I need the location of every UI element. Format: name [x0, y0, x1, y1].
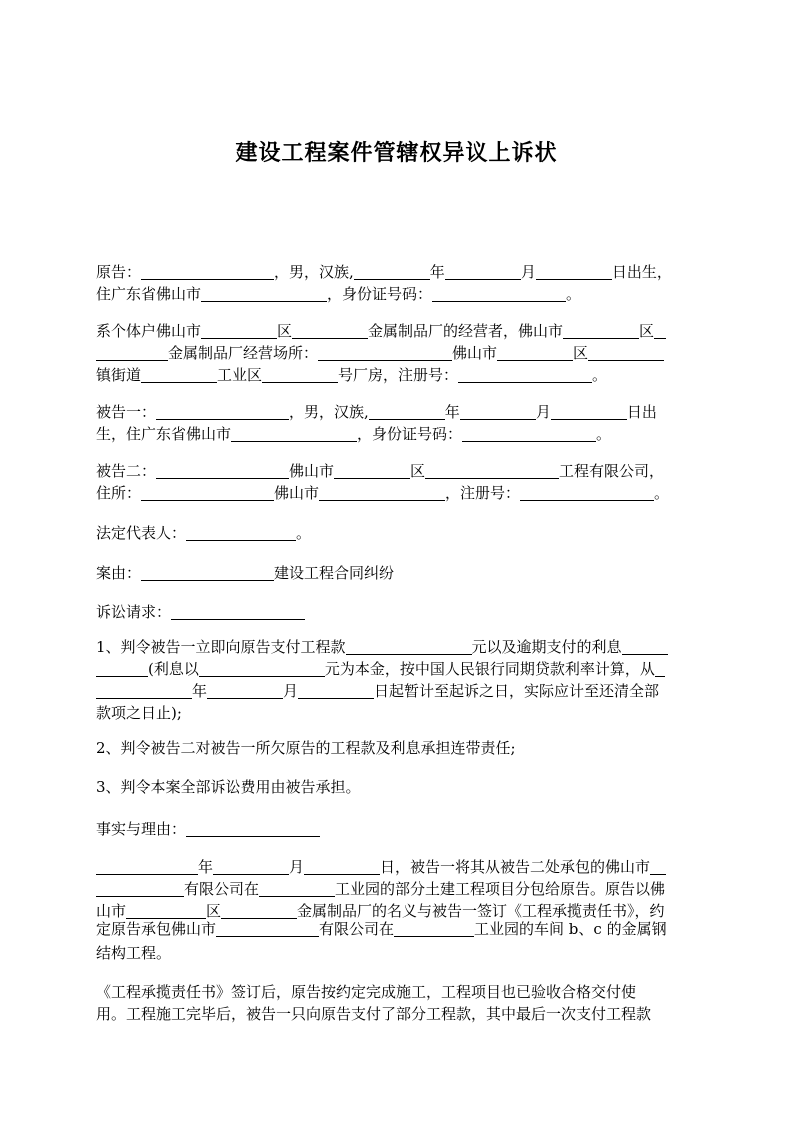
blank[interactable]: [156, 402, 289, 420]
plaintiff-line-2: 住广东省佛山市 ，身份证号码： 。: [96, 285, 582, 303]
defendant1-line-2: 生，住广东省佛山市 ，身份证号码： 。: [96, 425, 612, 443]
blank[interactable]: [156, 461, 289, 479]
blank[interactable]: [96, 659, 148, 677]
blank[interactable]: [231, 424, 357, 442]
blank[interactable]: [141, 563, 274, 581]
blank[interactable]: [199, 659, 325, 677]
defendant1-line-1: 被告一： ，男，汉族, 年 月 日出: [96, 403, 657, 421]
facts1-line-2: 有限公司在 工业园的部分土建工程项目分包给原告。原告以佛: [96, 878, 696, 900]
blank[interactable]: [563, 321, 639, 339]
blank[interactable]: [221, 901, 297, 919]
blank[interactable]: [262, 365, 338, 383]
blank[interactable]: [259, 879, 335, 897]
claim1-line-2: (利息以 元为本金，按中国人民银行同期贷款利率计算，从: [96, 658, 696, 680]
blank-birth-year[interactable]: [354, 262, 430, 280]
claim1-line-3: 年 月 日起暂计至起诉之日，实际应计至还清全部: [96, 680, 696, 702]
legal-rep-line: 法定代表人： 。: [96, 524, 312, 542]
blank[interactable]: [292, 321, 368, 339]
blank[interactable]: [460, 402, 536, 420]
blank[interactable]: [207, 681, 283, 699]
business-line-3: 镇街道 工业区 号厂房，注册号： 。: [96, 366, 608, 384]
blank[interactable]: [298, 681, 374, 699]
blank[interactable]: [213, 857, 289, 875]
blank-name[interactable]: [141, 262, 274, 280]
blank[interactable]: [425, 461, 559, 479]
defendant2-line-1: 被告二： 佛山市 区 工程有限公司，: [96, 462, 665, 480]
facts2-line-1: 《工程承揽责任书》签订后，原告按约定完成施工，工程项目也已验收合格交付使: [96, 983, 637, 1001]
blank[interactable]: [318, 343, 452, 361]
blank[interactable]: [186, 819, 320, 837]
blank[interactable]: [141, 483, 274, 501]
plaintiff-line-1: 原告： ，男，汉族, 年 月 日出生，: [96, 263, 672, 281]
blank-id-number[interactable]: [432, 284, 566, 302]
blank[interactable]: [216, 919, 319, 937]
claims-label-line: 诉讼请求：: [96, 601, 696, 623]
blank[interactable]: [96, 857, 198, 875]
facts1-line-5: 结构工程。: [96, 944, 172, 962]
blank[interactable]: [141, 365, 217, 383]
blank[interactable]: [96, 343, 168, 361]
facts1-line-4: 定原告承包佛山市 有限公司在 工业园的车间 b、c 的金属钢: [96, 920, 667, 938]
business-line-2: 金属制品厂经营场所： 佛山市 区: [96, 342, 696, 364]
facts1-line-1: 年 月 日，被告一将其从被告二处承包的佛山市: [96, 856, 696, 878]
blank[interactable]: [319, 483, 445, 501]
document-title: 建设工程案件管辖权异议上诉状: [235, 141, 558, 166]
blank[interactable]: [622, 637, 668, 655]
blank-birth-day[interactable]: [536, 262, 612, 280]
blank[interactable]: [394, 919, 474, 937]
blank[interactable]: [462, 424, 596, 442]
blank[interactable]: [654, 321, 666, 339]
blank[interactable]: [588, 343, 664, 361]
blank[interactable]: [346, 637, 472, 655]
blank[interactable]: [201, 321, 277, 339]
blank[interactable]: [186, 523, 296, 541]
blank[interactable]: [334, 461, 410, 479]
blank[interactable]: [171, 602, 305, 620]
blank[interactable]: [126, 901, 206, 919]
blank-registration[interactable]: [458, 365, 592, 383]
claim3-line: 3、判令本案全部诉讼费用由被告承担。: [96, 778, 361, 796]
claim1-line-1: 1、判令被告一立即向原告支付工程款 元以及逾期支付的利息: [96, 636, 696, 658]
blank-birth-month[interactable]: [445, 262, 521, 280]
claim1-line-4: 款项之日止);: [96, 704, 182, 722]
blank[interactable]: [96, 879, 184, 897]
blank[interactable]: [96, 681, 192, 699]
cause-line: 案由： 建设工程合同纠纷: [96, 564, 395, 582]
blank[interactable]: [497, 343, 573, 361]
facts-label-line: 事实与理由：: [96, 818, 696, 840]
blank[interactable]: [304, 857, 380, 875]
blank[interactable]: [551, 402, 627, 420]
facts2-line-2: 用。工程施工完毕后，被告一只向原告支付了部分工程款，其中最后一次支付工程款: [96, 1005, 652, 1023]
blank[interactable]: [650, 857, 666, 875]
blank[interactable]: [520, 483, 654, 501]
blank-address[interactable]: [201, 284, 327, 302]
defendant2-line-2: 住所： 佛山市 ，注册号： 。: [96, 484, 670, 502]
blank[interactable]: [655, 659, 665, 677]
plaintiff-label: 原告：: [96, 263, 142, 281]
claim2-line: 2、判令被告二对被告一所欠原告的工程款及利息承担连带责任;: [96, 739, 516, 757]
business-line-1: 系个体户佛山市 区 金属制品厂的经营者，佛山市 区: [96, 320, 696, 342]
blank[interactable]: [369, 402, 445, 420]
facts1-line-3: 山市 区 金属制品厂的名义与被告一签订《工程承揽责任书》，约: [96, 902, 665, 920]
